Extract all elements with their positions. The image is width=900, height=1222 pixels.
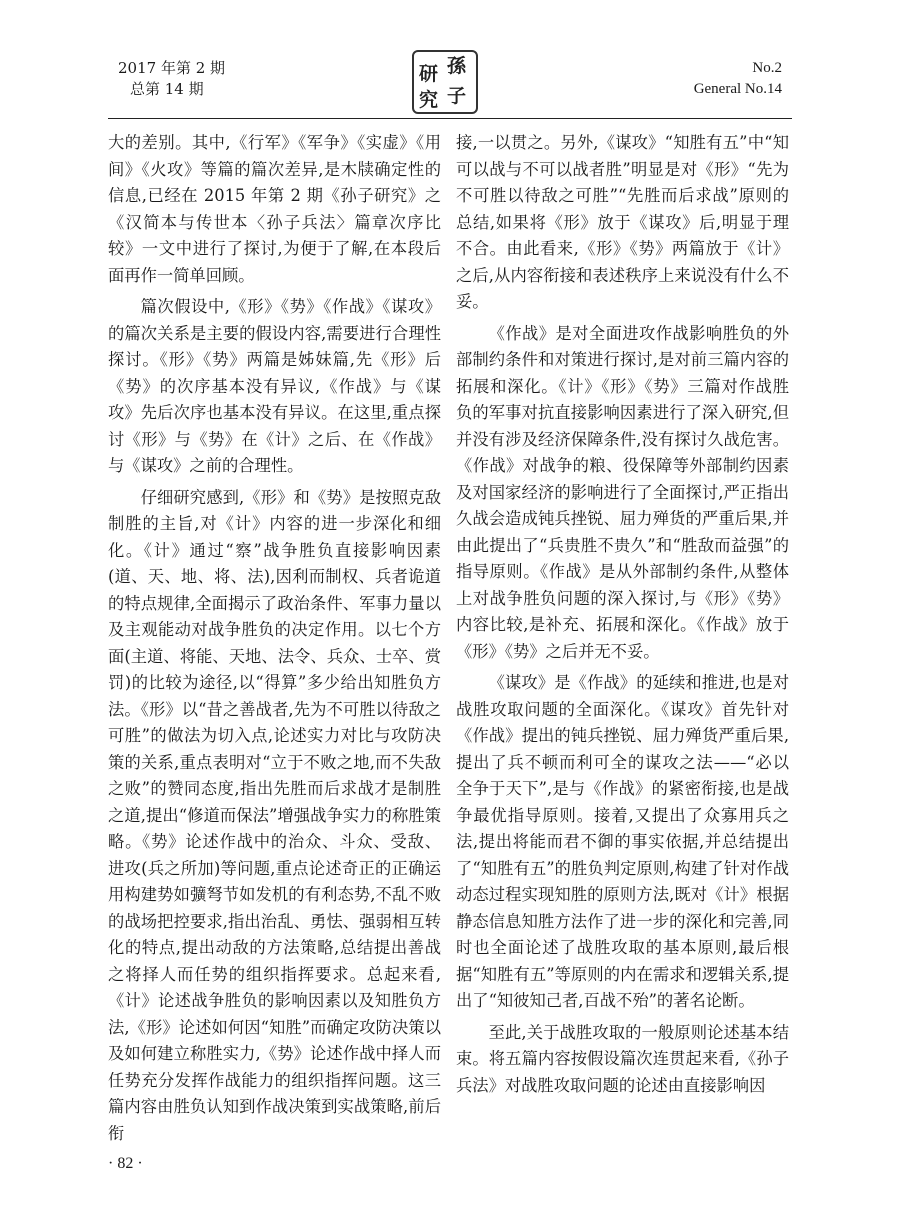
logo-char-zi: 子 xyxy=(447,85,467,107)
issue-year: 2017 年第 2 期 xyxy=(118,59,226,77)
issue-general-en: General No.14 xyxy=(693,81,782,97)
paragraph: 《作战》是对全面进攻作战影响胜负的外部制约条件和对策进行探讨,是对前三篇内容的拓展和深化。《计》《形》《势》三篇对作战胜负的军事对抗直接影响因素进行了深入研究,但并没有涉及经济保障条件,没有探讨久战危害。《作战》对战争的粮、役保障等外部制约因素及对国家经济的影响进行了全面探讨,严正指出久战会造成钝兵挫锐、屈力殚货的严重后果,并由此提出了“兵贵胜不贵久”和“胜敌而益强”的指导原则。《作战》是从外部制约条件,从整体上对战争胜负问题的深入探讨,与《形》《势》内容比较,是补充、拓展和深化。《作战》放于《形》《势》之后并无不妥。 xyxy=(456,323,789,661)
paragraph: 大的差别。其中,《行军》《军争》《实虚》《用间》《火攻》等篇的篇次差异,是木牍确定性的信息,已经在 2015 年第 2 期《孙子研究》之《汉简本与传世本〈孙子兵法〉篇章次序比较》一文中进行了探讨,为便于了解,在本段后面再作一简单回顾。 xyxy=(108,133,441,285)
left-column xyxy=(108,130,441,1152)
header-rule xyxy=(108,118,792,119)
paragraph: 仔细研究感到,《形》和《势》是按照克敌制胜的主旨,对《计》内容的进一步深化和细化。《计》通过“察”战争胜负直接影响因素(道、天、地、将、法),因利而制权、兵者诡道的特点规律,全面揭示了政治条件、军事力量以及主观能动对战争胜负的决定作用。以七个方面(主道、将能、天地、法令、兵众、士卒、赏罚)的比较为途径,以“得算”多少给出知胜负方法。《形》以“昔之善战者,先为不可胜以待敌之可胜”的做法为切入点,论述实力对比与攻防决策的关系,重点表明对“立于不败之地,而不失敌之败”的赞同态度,指出先胜而后求战才是制胜之道,提出“修道而保法”增强战争实力的称胜策略。《势》论述作战中的治众、斗众、受敌、进攻(兵之所加)等问题,重点论述奇正的正确运用构建势如彍弩节如发机的有利态势,不乱不败的战场把控要求,指出治乱、勇怯、强弱相互转化的特点,提出动敌的方法策略,总结提出善战之将择人而任势的组织指挥要求。总起来看,《计》论述战争胜负的影响因素以及知胜负方法,《形》论述如何因“知胜”而确定攻防决策以及如何建立称胜实力,《势》论述作战中择人而任势充分发挥作战能力的组织指挥问题。这三篇内容由胜负认知到作战决策到实战策略,前后衔 xyxy=(108,487,441,1143)
issue-total: 总第 14 期 xyxy=(130,80,204,98)
paragraph: 《谋攻》是《作战》的延续和推进,也是对战胜攻取问题的全面深化。《谋攻》首先针对《作战》提出的钝兵挫锐、屈力殚货严重后果,提出了兵不顿而利可全的谋攻之法——“必以全争于天下”,是与《作战》的紧密衔接,也是战争最优指导原则。接着,又提出了众寡用兵之法,提出将能而君不御的事实依据,并总结提出了“知胜有五”的胜负判定原则,构建了针对作战动态过程实现知胜的原则方法,既对《计》根据静态信息知胜方法作了进一步的深化和完善,同时也全面论述了战胜攻取的基本原则,最后根据“知胜有五”等原则的内在需求和逻辑关系,提出了“知彼知己者,百战不殆”的著名论断。 xyxy=(456,673,789,1010)
logo-char-yan: 研 xyxy=(419,63,439,85)
right-column xyxy=(456,130,789,1104)
page-number: · 82 · xyxy=(108,1155,143,1172)
issue-number-en: No.2 xyxy=(752,60,782,76)
logo-char-sun: 孫 xyxy=(447,55,467,77)
issue-info-en xyxy=(694,58,782,100)
paragraph: 至此,关于战胜攻取的一般原则论述基本结束。将五篇内容按假设篇次连贯起来看,《孙子兵法》对战胜攻取问题的论述由直接影响因 xyxy=(456,1022,789,1095)
logo-char-jiu: 究 xyxy=(419,89,439,111)
paragraph: 接,一以贯之。另外,《谋攻》“知胜有五”中“知可以战与不可以战者胜”明显是对《形》“先为不可胜以待敌之可胜”“先胜而后求战”原则的总结,如果将《形》放于《谋攻》后,明显于理不合。由此看来,《形》《势》两篇放于《计》之后,从内容衔接和表述秩序上来说没有什么不妥。 xyxy=(456,133,789,311)
page-header xyxy=(0,0,900,125)
journal-logo xyxy=(412,50,478,114)
paragraph: 篇次假设中,《形》《势》《作战》《谋攻》的篇次关系是主要的假设内容,需要进行合理性探讨。《形》《势》两篇是姊妹篇,先《形》后《势》的次序基本没有异议,《作战》与《谋攻》先后次序也基本没有异议。在这里,重点探讨《形》与《势》在《计》之后、在《作战》与《谋攻》之前的合理性。 xyxy=(108,297,441,475)
issue-info-cn xyxy=(118,58,225,100)
